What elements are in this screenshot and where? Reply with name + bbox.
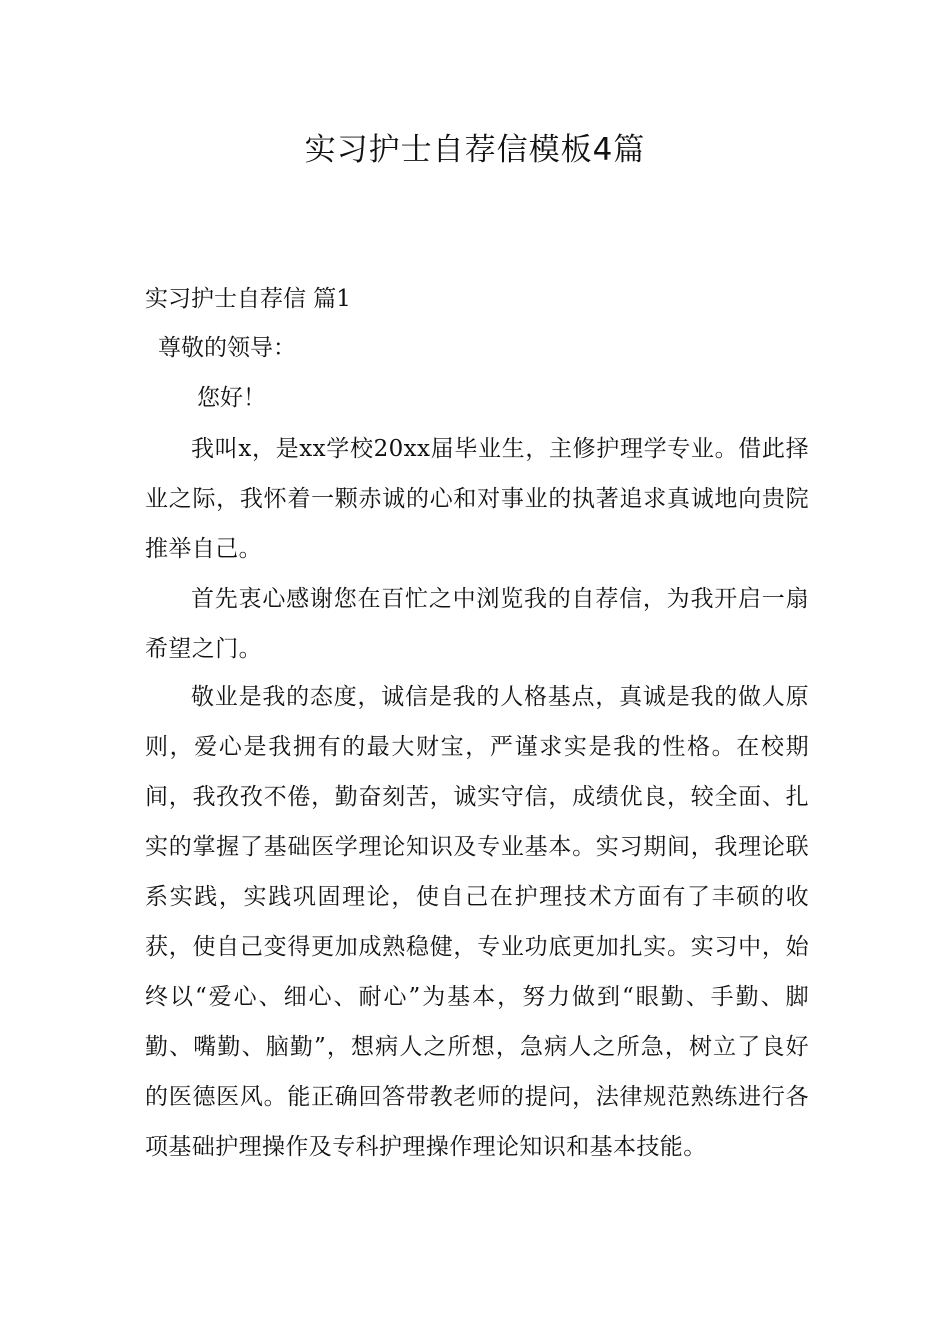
section-heading: 实习护士自荐信 篇1 [145,286,351,312]
body-paragraph-3: 敬业是我的态度，诚信是我的人格基点，真诚是我的做人原则，爱心是我拥有的最大财宝，严谨求实是我的性格。在校期间，我孜孜不倦，勤奋刻苦，诚实守信，成绩优良，较全面、扎实的掌握了基础医学理论知识及专业基本。实习期间，我理论联系实践，实践巩固理论，使自己在护理技术方面有了丰硕的收获，使自己变得更加成熟稳健，专业功底更加扎实。实习中，始终以“爱心、细心、耐心”为基本，努力做到“眼勤、手勤、脚勤、嘴勤、脑勤”，想病人之所想，急病人之所急，树立了良好的医德医风。能正确回答带教老师的提问，法律规范熟练进行各项基础护理操作及专科护理操作理论知识和基本技能。 [145,684,809,1160]
body-paragraph-1: 我叫x，是xx学校20xx届毕业生，主修护理学专业。借此择业之际，我怀着一颗赤诚的心和对事业的执著追求真诚地向贵院推举自己。 [145,436,809,562]
body-paragraph-2: 首先衷心感谢您在百忙之中浏览我的自荐信，为我开启一扇希望之门。 [145,586,809,662]
greeting: 您好！ [197,385,266,411]
salutation: 尊敬的领导： [158,335,296,361]
document-title: 实习护士自荐信模板4篇 [304,132,646,168]
